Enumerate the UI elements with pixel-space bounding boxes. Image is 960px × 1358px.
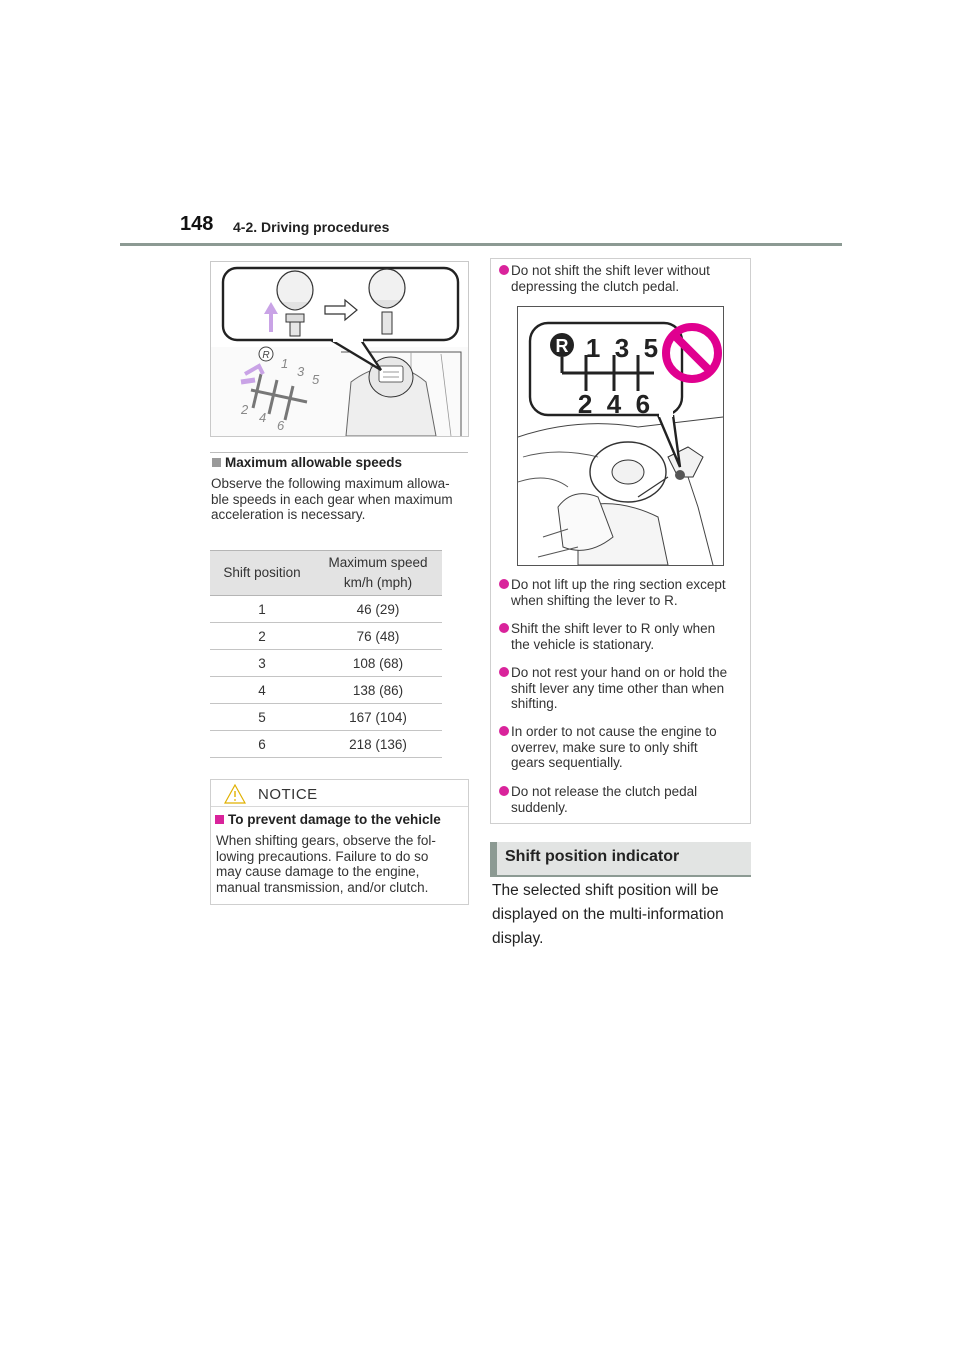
pink-bullet-icon [499, 726, 509, 736]
table-row [210, 650, 442, 677]
cell-position: 3 [210, 650, 314, 677]
bullet-item: Do not lift up the ring section except when shifting the lever to R. [511, 577, 743, 608]
bottom-gear-numbers: 2 4 6 [577, 389, 651, 419]
bullet-item: Do not rest your hand on or hold the shift lever any time other than when shifting. [511, 665, 743, 712]
cell-position: 6 [210, 731, 314, 758]
svg-text:5: 5 [312, 372, 320, 387]
cell-position: 5 [210, 704, 314, 731]
section-bar-title: Shift position indicator [505, 848, 680, 865]
cell-speed: 218 (136) [314, 731, 442, 758]
cell-speed: 108 (68) [314, 650, 442, 677]
notice-text: When shifting gears, observe the fol- lowing precautions. Failure to do so may cause damage to the engine, manual transmission, and/or clutch. [216, 833, 436, 895]
max-speed-table [210, 550, 442, 758]
notice-subhead: To prevent damage to the vehicle [215, 812, 441, 827]
pink-bullet-icon [499, 667, 509, 677]
section-bar-accent [490, 842, 497, 877]
header-rule [120, 243, 842, 246]
cell-position: 4 [210, 677, 314, 704]
cell-position: 1 [210, 596, 314, 623]
table-row [210, 623, 442, 650]
r-label: R [555, 336, 569, 356]
svg-text:3: 3 [297, 364, 305, 379]
square-bullet-icon [215, 815, 224, 824]
table-row [210, 731, 442, 758]
cell-speed: 138 (86) [314, 677, 442, 704]
shift-lever-figure [210, 261, 469, 437]
table-header-row [210, 551, 442, 596]
no-shift-figure [517, 306, 724, 566]
section-rule [210, 452, 468, 453]
bullet-item: In order to not cause the engine to overrev, make sure to only shift gears sequentially. [511, 724, 743, 771]
svg-text:2: 2 [241, 402, 249, 417]
section-title: 4-2. Driving procedures [233, 219, 390, 235]
cell-speed: 167 (104) [314, 704, 442, 731]
table-row [210, 596, 442, 623]
table-row [210, 704, 442, 731]
notice-divider [211, 806, 468, 807]
cell-speed: 76 (48) [314, 623, 442, 650]
bullet-item: Shift the shift lever to R only when the vehicle is stationary. [511, 621, 743, 652]
max-speeds-text: Observe the following maximum allowa- ble speeds in each gear when maximum acceleration is necessary. [211, 476, 453, 522]
notice-title: NOTICE [258, 786, 318, 803]
svg-text:1: 1 [281, 356, 289, 371]
cell-position: 2 [210, 623, 314, 650]
pink-bullet-icon [499, 623, 509, 633]
bullet-item: Do not shift the shift lever without depressing the clutch pedal. [511, 263, 743, 294]
warning-triangle-icon [224, 784, 246, 804]
svg-text:4: 4 [259, 410, 267, 425]
pink-bullet-icon [499, 579, 509, 589]
bullet-item: Do not release the clutch pedal suddenly. [511, 784, 743, 815]
svg-text:R: R [262, 350, 270, 361]
svg-text:6: 6 [277, 418, 285, 433]
page-number: 148 [180, 213, 214, 235]
cell-speed: 46 (29) [314, 596, 442, 623]
col-max-speed: Maximum speed km/h (mph) [314, 551, 442, 596]
pink-bullet-icon [499, 265, 509, 275]
table-row [210, 677, 442, 704]
top-gear-numbers: 1 3 5 [585, 333, 659, 363]
pink-bullet-icon [499, 786, 509, 796]
indicator-paragraph: The selected shift position will be displayed on the multi-information display. [492, 882, 724, 947]
max-speeds-heading: Maximum allowable speeds [212, 455, 402, 470]
square-bullet-icon [212, 458, 221, 467]
col-shift-position: Shift position [210, 551, 314, 596]
